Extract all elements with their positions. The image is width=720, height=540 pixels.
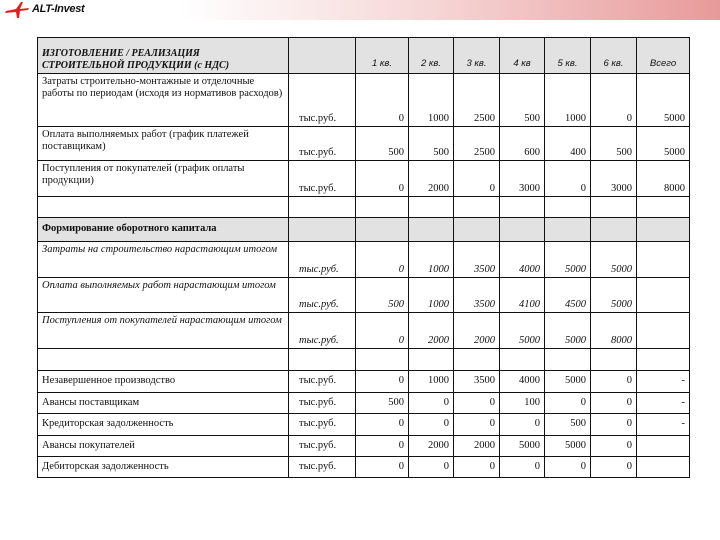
empty-cell — [356, 349, 409, 371]
value-cell: 0 — [356, 74, 409, 127]
table-row — [38, 278, 690, 313]
value-cell: 0 — [500, 414, 545, 436]
value-cell: 5000 — [637, 74, 690, 127]
col-header: 5 кв. — [545, 38, 591, 74]
value-cell: 500 — [356, 278, 409, 313]
empty-cell — [454, 218, 500, 242]
value-cell: 4100 — [500, 278, 545, 313]
value-cell: 500 — [409, 127, 454, 161]
col-header: 2 кв. — [409, 38, 454, 74]
value-cell: 0 — [356, 414, 409, 436]
value-cell: 0 — [545, 393, 591, 414]
value-cell: 0 — [409, 457, 454, 478]
value-cell — [637, 242, 690, 278]
value-cell: 0 — [356, 371, 409, 393]
unit-cell: тыс.руб. — [289, 161, 356, 197]
empty-cell — [38, 349, 289, 371]
value-cell: 2000 — [409, 161, 454, 197]
value-cell: 2500 — [454, 127, 500, 161]
row-label: Оплата выполняемых работ нарастающим итогом — [38, 278, 289, 313]
col-header: Всего — [637, 38, 690, 74]
value-cell: 8000 — [637, 161, 690, 197]
unit-cell: тыс.руб. — [289, 457, 356, 478]
value-cell: 0 — [500, 457, 545, 478]
row-label: Дебиторская задолженность — [38, 457, 289, 478]
value-cell: 5000 — [545, 436, 591, 457]
value-cell: 0 — [454, 161, 500, 197]
value-cell: 0 — [409, 393, 454, 414]
empty-cell — [500, 197, 545, 218]
value-cell: 1000 — [409, 74, 454, 127]
value-cell: 1000 — [409, 278, 454, 313]
empty-cell — [454, 197, 500, 218]
value-cell: 0 — [591, 436, 637, 457]
table-row — [38, 393, 690, 414]
value-cell: 3500 — [454, 242, 500, 278]
table-row — [38, 414, 690, 436]
value-cell: 500 — [356, 393, 409, 414]
value-cell: 0 — [454, 393, 500, 414]
value-cell: 5000 — [545, 371, 591, 393]
unit-cell: тыс.руб. — [289, 242, 356, 278]
value-cell: 500 — [500, 74, 545, 127]
row-label: Авансы покупателей — [38, 436, 289, 457]
value-cell: 3000 — [500, 161, 545, 197]
empty-cell — [289, 218, 356, 242]
unit-header — [289, 38, 356, 74]
row-label: Поступления от покупателей нарастающим итогом — [38, 313, 289, 349]
value-cell: 0 — [356, 457, 409, 478]
value-cell: 1000 — [409, 242, 454, 278]
row-label: Затраты строительно-монтажные и отделочные работы по периодам (исходя из нормативов расходов) — [38, 74, 289, 127]
table-row — [38, 74, 690, 127]
value-cell: 3500 — [454, 371, 500, 393]
value-cell: 400 — [545, 127, 591, 161]
unit-cell: тыс.руб. — [289, 393, 356, 414]
value-cell: 0 — [454, 457, 500, 478]
empty-cell — [637, 349, 690, 371]
col-header: 4 кв — [500, 38, 545, 74]
plane-logo-icon — [4, 2, 30, 16]
value-cell: 5000 — [637, 127, 690, 161]
value-cell: 500 — [356, 127, 409, 161]
empty-cell — [289, 197, 356, 218]
empty-cell — [409, 197, 454, 218]
unit-cell: тыс.руб. — [289, 127, 356, 161]
empty-cell — [500, 218, 545, 242]
section-row — [38, 218, 690, 242]
value-cell: 2000 — [454, 436, 500, 457]
unit-cell: тыс.руб. — [289, 371, 356, 393]
value-cell — [637, 436, 690, 457]
value-cell: 4500 — [545, 278, 591, 313]
value-cell: 3500 — [454, 278, 500, 313]
value-cell: 500 — [591, 127, 637, 161]
header-banner — [0, 0, 720, 20]
value-cell: 4000 — [500, 371, 545, 393]
value-cell: 0 — [591, 74, 637, 127]
value-cell: - — [637, 414, 690, 436]
value-cell — [637, 313, 690, 349]
value-cell: 0 — [591, 393, 637, 414]
brand-name: ALT-Invest — [32, 3, 85, 15]
value-cell: 1000 — [409, 371, 454, 393]
row-label: Оплата выполняемых работ (график платежей поставщикам) — [38, 127, 289, 161]
value-cell: 0 — [409, 414, 454, 436]
value-cell — [637, 457, 690, 478]
empty-cell — [409, 349, 454, 371]
production-table — [37, 37, 690, 478]
value-cell: 0 — [356, 436, 409, 457]
spacer-row — [38, 197, 690, 218]
unit-cell: тыс.руб. — [289, 278, 356, 313]
value-cell: 600 — [500, 127, 545, 161]
row-label: Незавершенное производство — [38, 371, 289, 393]
value-cell: 2000 — [409, 313, 454, 349]
value-cell: 0 — [591, 457, 637, 478]
value-cell: 0 — [591, 371, 637, 393]
col-header: 1 кв. — [356, 38, 409, 74]
value-cell: - — [637, 393, 690, 414]
spacer-row — [38, 349, 690, 371]
unit-cell: тыс.руб. — [289, 414, 356, 436]
empty-cell — [545, 349, 591, 371]
empty-cell — [637, 197, 690, 218]
value-cell: 4000 — [500, 242, 545, 278]
value-cell: 0 — [545, 161, 591, 197]
empty-cell — [637, 218, 690, 242]
row-label: Затраты на строительство нарастающим итогом — [38, 242, 289, 278]
col-header: 6 кв. — [591, 38, 637, 74]
value-cell: 5000 — [591, 242, 637, 278]
value-cell: 500 — [545, 414, 591, 436]
empty-cell — [38, 197, 289, 218]
table-row — [38, 127, 690, 161]
table-row — [38, 161, 690, 197]
value-cell: 5000 — [500, 436, 545, 457]
value-cell: 2500 — [454, 74, 500, 127]
value-cell: 0 — [591, 414, 637, 436]
value-cell: 1000 — [545, 74, 591, 127]
empty-cell — [591, 197, 637, 218]
value-cell: 5000 — [500, 313, 545, 349]
value-cell: 0 — [545, 457, 591, 478]
row-label: Кредиторская задолженность — [38, 414, 289, 436]
table-row — [38, 313, 690, 349]
col-header: 3 кв. — [454, 38, 500, 74]
unit-cell: тыс.руб. — [289, 74, 356, 127]
table-header-row — [38, 38, 690, 74]
value-cell: 3000 — [591, 161, 637, 197]
value-cell: 5000 — [545, 313, 591, 349]
value-cell: 5000 — [591, 278, 637, 313]
table-row — [38, 457, 690, 478]
value-cell: 8000 — [591, 313, 637, 349]
value-cell: 0 — [356, 242, 409, 278]
row-label: Поступления от покупателей (график оплаты продукции) — [38, 161, 289, 197]
section-title: Формирование оборотного капитала — [38, 218, 289, 242]
row-label: Авансы поставщикам — [38, 393, 289, 414]
table-title: ИЗГОТОВЛЕНИЕ / РЕАЛИЗАЦИЯ СТРОИТЕЛЬНОЙ ПРОДУКЦИИ (с НДС) — [38, 38, 289, 74]
empty-cell — [591, 349, 637, 371]
empty-cell — [289, 349, 356, 371]
value-cell: - — [637, 371, 690, 393]
empty-cell — [454, 349, 500, 371]
alt-invest-logo — [4, 2, 84, 16]
table-row — [38, 371, 690, 393]
unit-cell: тыс.руб. — [289, 313, 356, 349]
empty-cell — [545, 218, 591, 242]
empty-cell — [356, 197, 409, 218]
value-cell: 0 — [356, 313, 409, 349]
value-cell: 0 — [356, 161, 409, 197]
empty-cell — [356, 218, 409, 242]
unit-cell: тыс.руб. — [289, 436, 356, 457]
table-row — [38, 242, 690, 278]
empty-cell — [545, 197, 591, 218]
value-cell — [637, 278, 690, 313]
empty-cell — [591, 218, 637, 242]
value-cell: 100 — [500, 393, 545, 414]
value-cell: 5000 — [545, 242, 591, 278]
table-row — [38, 436, 690, 457]
empty-cell — [500, 349, 545, 371]
empty-cell — [409, 218, 454, 242]
value-cell: 0 — [454, 414, 500, 436]
value-cell: 2000 — [409, 436, 454, 457]
value-cell: 2000 — [454, 313, 500, 349]
